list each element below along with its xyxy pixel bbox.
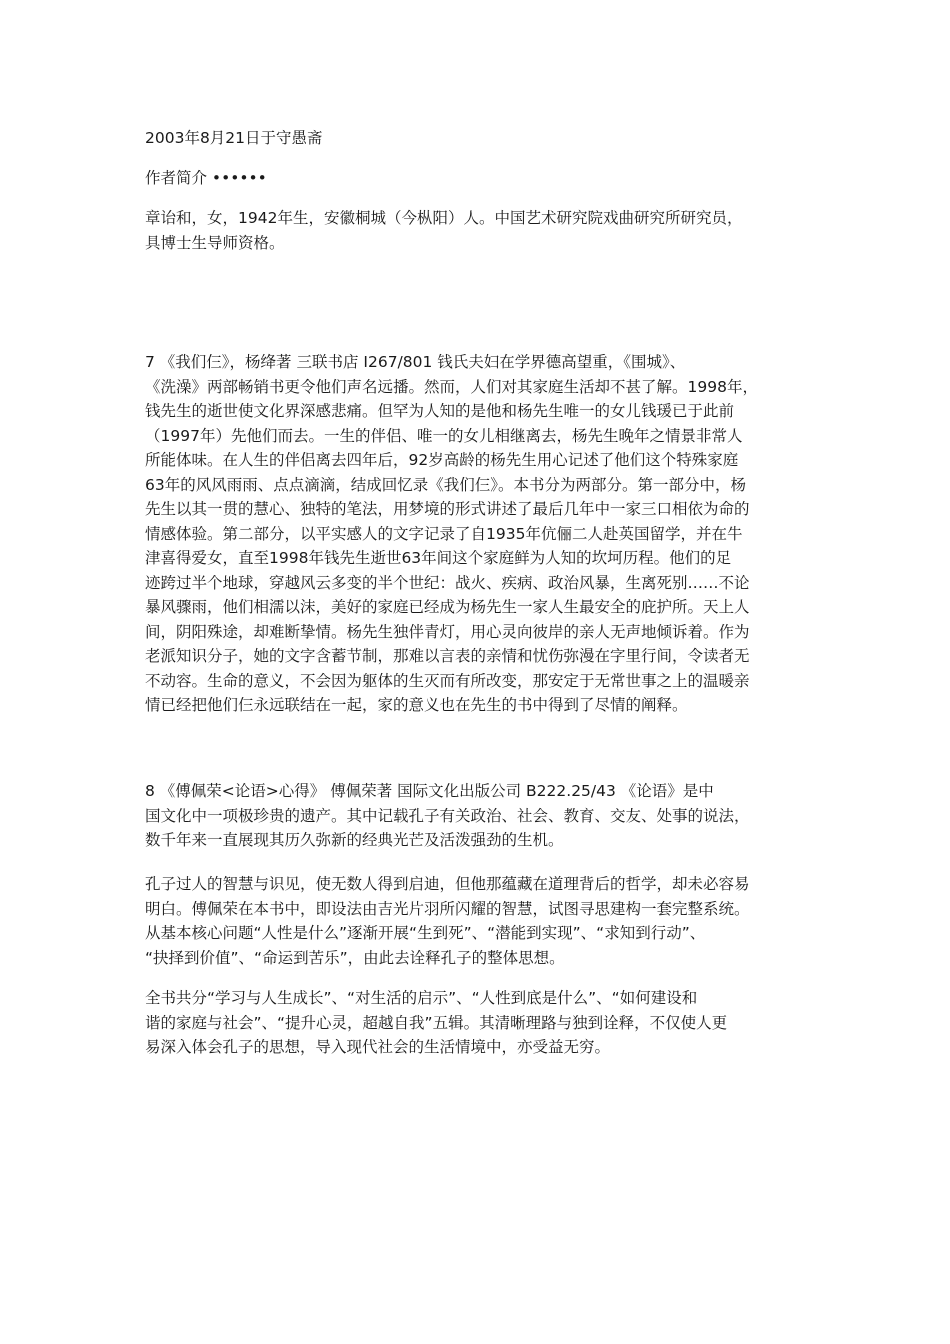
entry8-p2-line: 明白。傅佩荣在本书中，即设法由吉光片羽所闪耀的智慧，试图寻思建构一套完整系统。 [145,899,750,918]
entry7-line: 情已经把他们仨永远联结在一起，家的意义也在先生的书中得到了尽情的阐释。 [145,696,688,714]
author-bio-line: 章诒和，女，1942年生，安徽桐城（今枞阳）人。中国艺术研究院戏曲研究所研究员， [145,209,743,227]
entry8-p2-line: 从基本核心问题“人性是什么”逐渐开展“生到死”、“潜能到实现”、“求知到行动”、 [145,924,706,942]
entry7-line: 津喜得爱女，直至1998年钱先生逝世63年间这个家庭鲜为人知的坎坷历程。他们的足 [145,549,732,567]
entry7-line: 不动容。生命的意义，不会因为躯体的生灭而有所改变，那安定于无常世事之上的温暖亲 [145,671,750,690]
entry8-line: 数千年来一直展现其历久弥新的经典光芒及活泼强劲的生机。 [145,831,564,849]
date-line [145,126,810,151]
entry7-line: 所能体味。在人生的伴侣离去四年后，92岁高龄的杨先生用心记述了他们这个特殊家庭 [145,451,739,469]
entry7-line: 暴风骤雨，他们相濡以沫，美好的家庭已经成为杨先生一家人生最安全的庇护所。天上人 [145,598,750,616]
date-line-text: 2003年8月21日于守愚斋 [145,129,323,147]
entry8-p2-line: 孔子过人的智慧与识见，使无数人得到启迪，但他那蕴藏在道理背后的哲学，却未必容易 [145,875,750,893]
book-entry-7 [145,350,810,718]
entry7-line: 情感体验。第二部分，以平实感人的文字记录了自1935年伉俪二人赴英国留学，并在牛 [145,524,743,543]
entry7-line: 间，阴阳殊途，却难断挚情。杨先生独伴青灯，用心灵向彼岸的亲人无声地倾诉着。作为 [145,622,750,641]
author-heading [145,166,810,191]
entry7-line: 老派知识分子，她的文字含蓄节制，那难以言表的亲情和忧伤弥漫在字里行间，令读者无 [145,647,750,665]
entry8-p3-line: 全书共分“学习与人生成长”、“对生活的启示”、“人性到底是什么”、“如何建设和 [145,989,698,1007]
author-bio [145,206,810,255]
book-entry-8 [145,779,810,853]
entry7-line: 钱先生的逝世使文化界深感悲痛。但罕为人知的是他和杨先生唯一的女儿钱瑗已于此前 [145,402,735,420]
entry8-paragraph-2 [145,872,810,970]
entry8-paragraph-3 [145,986,810,1060]
entry7-line: 《洗澡》两部畅销书更令他们声名远播。然而，人们对其家庭生活却不甚了解。1998年， [145,377,758,396]
entry8-p2-line: “抉择到价值”、“命运到苦乐”，由此去诠释孔子的整体思想。 [145,948,565,967]
entry8-line: 8 《傅佩荣<论语>心得》 傅佩荣著 国际文化出版公司 B222.25/43 《论语》是中 [145,782,714,800]
entry8-line: 国文化中一项极珍贵的遗产。其中记载孔子有关政治、社会、教育、交友、处事的说法， [145,806,750,825]
entry7-line: 先生以其一贯的慧心、独特的笔法，用梦境的形式讲述了最后几年中一家三口相依为命的 [145,500,750,518]
entry7-line: 7 《我们仨》，杨绛著 三联书店 I267/801 钱氏夫妇在学界德高望重，《围城》、 [145,353,686,371]
author-bio-line: 具博士生导师资格。 [145,233,285,252]
author-heading-text: 作者简介 •••••• [145,169,267,187]
entry8-p3-line: 谐的家庭与社会”、“提升心灵，超越自我”五辑。其清晰理路与独到诠释，不仅使人更 [145,1013,728,1032]
entry7-line: （1997年）先他们而去。一生的伴侣、唯一的女儿相继离去，杨先生晚年之情景非常人 [145,426,743,445]
entry8-p3-line: 易深入体会孔子的思想，导入现代社会的生活情境中，亦受益无穷。 [145,1038,611,1056]
entry7-line: 63年的风风雨雨、点点滴滴，结成回忆录《我们仨》。本书分为两部分。第一部分中，杨 [145,475,746,494]
entry7-line: 迹跨过半个地球，穿越风云多变的半个世纪：战火、疾病、政治风暴，生离死别……不论 [145,573,750,592]
